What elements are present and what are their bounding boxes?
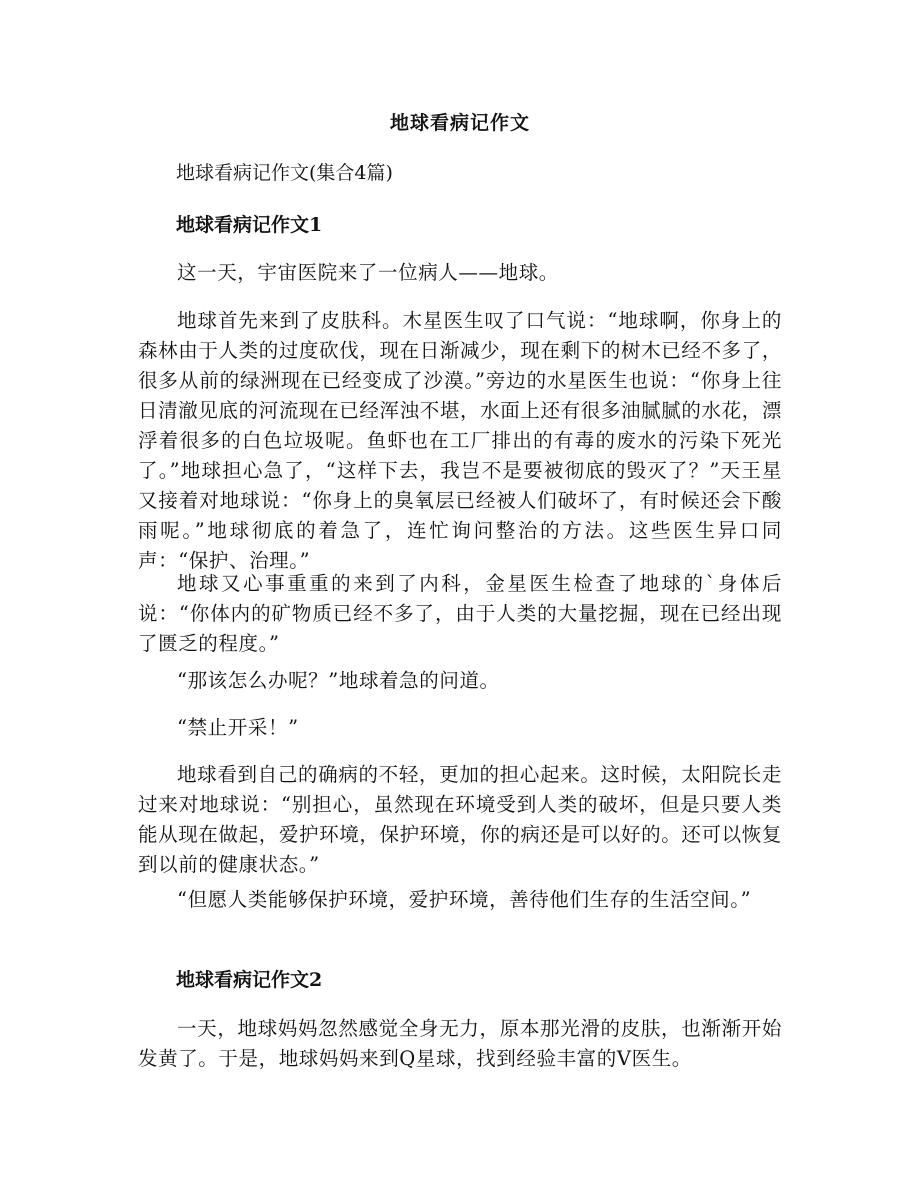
section-heading-1: 地球看病记作文1 — [176, 214, 323, 236]
paragraph: “禁止开采！” — [177, 716, 299, 739]
paragraph: 地球又心事重重的来到了内科，金星医生检查了地球的`身体后说：“你体内的矿物质已经不多了，由于人类的大量挖掘，现在已经出现了匮乏的程度。” — [138, 572, 782, 655]
paragraph: “那该怎么办呢？”地球着急的问道。 — [177, 669, 500, 692]
paragraph: 地球看到自己的确病的不轻，更加的担心起来。这时候，太阳院长走过来对地球说：“别担心，虽然现在环境受到人类的破坏，但是只要人类能从现在做起，爱护环境，保护环境，你的病还是可以好的。还可以恢复到以前的健康状态。” — [138, 763, 782, 876]
section-heading-2: 地球看病记作文2 — [176, 969, 323, 991]
document-subtitle: 地球看病记作文(集合4篇) — [176, 162, 393, 184]
paragraph: 地球首先来到了皮肤科。木星医生叹了口气说：“地球啊，你身上的森林由于人类的过度砍伐，现在日渐减少，现在剩下的树木已经不多了，很多从前的绿洲现在已经变成了沙漠。”旁边的水星医生也说：“你身上往日清澈见底的河流现在已经浑浊不堪，水面上还有很多油腻腻的水花，漂浮着很多的白色垃圾呢。鱼虾也在工厂排出的有毒的废水的污染下死光了。”地球担心急了，“这样下去，我岂不是要被彻底的毁灭了？”天王星又接着对地球说：“你身上的臭氧层已经被人们破坏了，有时候还会下酸雨呢。”地球彻底的着急了，连忙询问整治的方法。这些医生异口同声：“保护、治理。” — [138, 309, 782, 572]
paragraph: “但愿人类能够保护环境，爱护环境，善待他们生存的生活空间。” — [177, 888, 752, 911]
document-title: 地球看病记作文 — [389, 112, 530, 134]
paragraph: 这一天，宇宙医院来了一位病人——地球。 — [177, 261, 559, 284]
paragraph: 一天，地球妈妈忽然感觉全身无力，原本那光滑的皮肤，也渐渐开始发黄了。于是，地球妈妈来到Q星球，找到经验丰富的V医生。 — [138, 1017, 782, 1070]
